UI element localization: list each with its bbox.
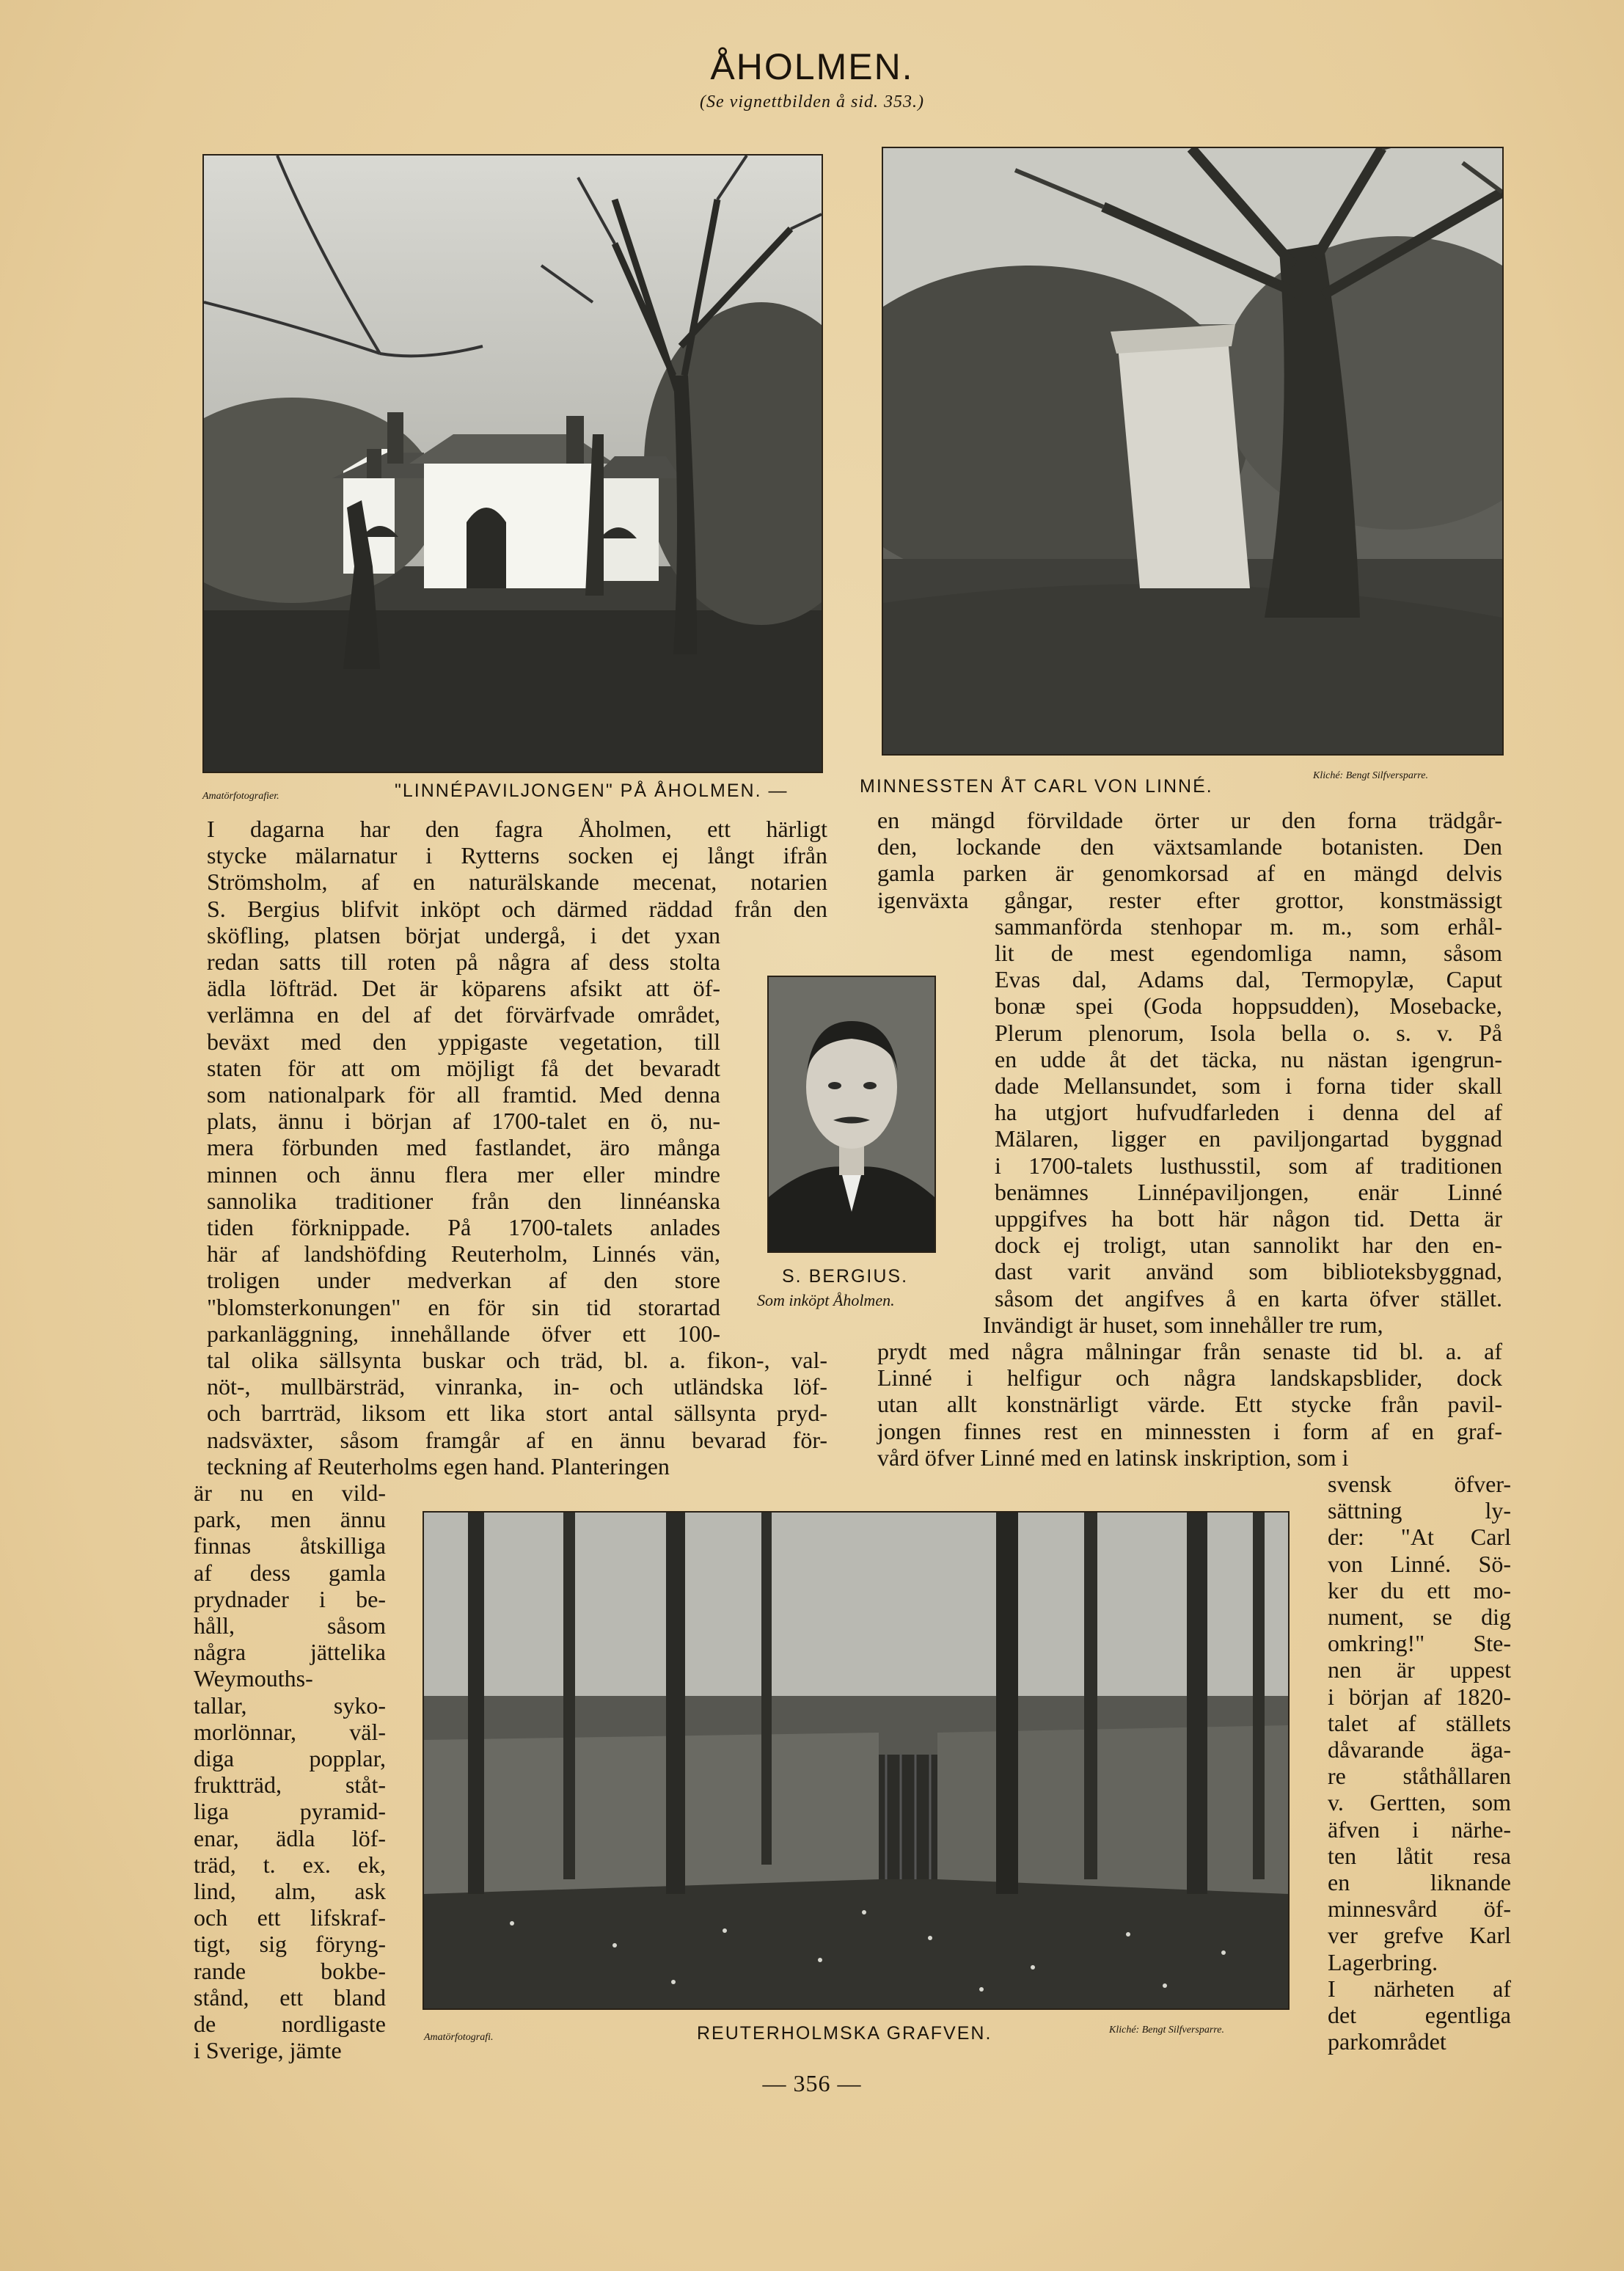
- text-line: minnesvård öf-: [1328, 1895, 1511, 1923]
- text-line: såsom det angifves å en karta öfver stället.: [995, 1284, 1502, 1312]
- text-line: en udde åt det täcka, nu nästan igengrun-: [995, 1045, 1502, 1072]
- text-line: som nationalpark för all framtid. Med denna: [207, 1081, 720, 1108]
- grave-credit-left: Amatörfotografi.: [424, 2032, 494, 2043]
- text-line: de nordligaste: [194, 2011, 386, 2037]
- text-line: parkanläggning, innehållande öfver ett 100-: [207, 1320, 720, 1347]
- pavilion-photo: [202, 154, 823, 773]
- text-line: omkring!" Ste-: [1328, 1630, 1511, 1657]
- text-line: Evas dal, Adams dal, Termopylæ, Caput: [995, 966, 1502, 993]
- text-line: sättning ly-: [1328, 1497, 1511, 1524]
- portrait-illustration: [769, 977, 934, 1251]
- text-line: af dess gamla: [194, 1559, 386, 1586]
- text-line: fruktträd, ståt-: [194, 1771, 386, 1799]
- text-line: sammanförda stenhopar m. m., som erhål-: [995, 913, 1502, 940]
- text-line: och barrträd, liksom ett lika stort antal sällsynta pryd-: [207, 1400, 827, 1427]
- portrait-subcaption: Som inköpt Åholmen.: [757, 1291, 895, 1309]
- text-line: S. Bergius blifvit inköpt och därmed räddad från den: [207, 895, 827, 922]
- page-subtitle: (Se vignettbilden å sid. 353.): [700, 92, 924, 111]
- text-line: ten låtit resa: [1328, 1842, 1511, 1869]
- text-line: jongen finnes rest en minnessten i form af en graf-: [877, 1417, 1502, 1444]
- text-line: ver grefve Karl: [1328, 1922, 1511, 1949]
- portrait-photo: [767, 976, 936, 1253]
- text-line: Strömsholm, af en naturälskande mecenat, notarien: [207, 868, 827, 896]
- text-line: håll, såsom: [194, 1612, 386, 1639]
- text-line: vård öfver Linné med en latinsk inskription, som i: [877, 1444, 1349, 1471]
- text-line: några jättelika: [194, 1639, 386, 1666]
- text-line: tigt, sig föryng-: [194, 1931, 386, 1958]
- text-line: ädla löfträd. Det är köparens afsikt att öf-: [207, 975, 720, 1002]
- text-line: I närheten af: [1328, 1975, 1511, 2002]
- text-line: dast varit använd som biblioteksbyggnad,: [995, 1258, 1502, 1285]
- text-line: nadsväxter, såsom framgår af en ännu bevarad för-: [207, 1426, 827, 1453]
- text-line: bonæ spei (Goda hoppsudden), Mosebacke,: [995, 992, 1502, 1020]
- pavilion-caption: "LINNÉPAVILJONGEN" PÅ ÅHOLMEN. —: [395, 780, 789, 801]
- text-line: nen är uppest: [1328, 1656, 1511, 1683]
- memorial-illustration: [883, 148, 1502, 754]
- text-line: svensk öfver-: [1328, 1471, 1511, 1497]
- text-line: och ett lifskraf-: [194, 1904, 386, 1931]
- text-line: en mängd förvildade örter ur den forna trädgår-: [877, 807, 1502, 833]
- text-line: här af landshöfding Reuterholm, Linnés vän,: [207, 1240, 720, 1268]
- portrait-caption: S. BERGIUS.: [782, 1266, 909, 1287]
- text-line: prydt med några målningar från senaste tid bl. a. af: [877, 1338, 1502, 1364]
- pavilion-credit: Amatörfotografier.: [202, 791, 279, 802]
- text-line: Weymouths-: [194, 1665, 313, 1692]
- grave-photo: [423, 1511, 1290, 2010]
- text-line: nument, se dig: [1328, 1603, 1511, 1630]
- text-line: igenväxta gångar, rester efter grottor, konstmässigt: [877, 886, 1502, 913]
- text-line: benämnes Linnépaviljongen, enär Linné: [995, 1178, 1502, 1205]
- text-line: lind, alm, ask: [194, 1878, 386, 1904]
- text-line: morlönnar, väl-: [194, 1718, 386, 1745]
- text-line: uppgifves ha bott här någon tid. Detta är: [995, 1205, 1502, 1232]
- text-line: en liknande: [1328, 1869, 1511, 1895]
- text-line: sköfling, platsen börjat undergå, i det yxan: [207, 921, 720, 948]
- text-line: prydnader i be-: [194, 1585, 386, 1612]
- text-line: tal olika sällsynta buskar och träd, bl. a. fikon-, val-: [207, 1347, 827, 1373]
- text-line: I dagarna har den fagra Åholmen, ett härligt: [207, 816, 827, 842]
- text-line: i början af 1820-: [1328, 1683, 1511, 1710]
- text-line: minnen och ännu flera mer eller mindre: [207, 1160, 720, 1188]
- memorial-credit: Kliché: Bengt Silfversparre.: [1313, 770, 1428, 781]
- text-line: Linné i helfigur och några landskapsblider, dock: [877, 1364, 1502, 1392]
- text-line: von Linné. Sö-: [1328, 1550, 1511, 1577]
- text-line: dåvarande äga-: [1328, 1736, 1511, 1763]
- text-line: tallar, syko-: [194, 1692, 386, 1719]
- text-line: sannolika traditioner från den linnéanska: [207, 1187, 720, 1214]
- text-line: tiden förknippade. På 1700-talets anlades: [207, 1214, 720, 1240]
- text-line: ker du ett mo-: [1328, 1576, 1511, 1603]
- text-line: parkområdet: [1328, 2028, 1446, 2055]
- pavilion-illustration: [204, 156, 822, 772]
- text-line: diga popplar,: [194, 1745, 386, 1771]
- text-line: gamla parken är genomkorsad af en mängd delvis: [877, 860, 1502, 887]
- memorial-photo: [882, 147, 1504, 756]
- text-line: "blomsterkonungen" en för sin tid storartad: [207, 1293, 720, 1320]
- text-line: utan allt konstnärligt värde. Ett stycke från pavil-: [877, 1391, 1502, 1418]
- text-line: talet af ställets: [1328, 1709, 1511, 1736]
- text-line: den, lockande den växtsamlande botanisten. Den: [877, 833, 1502, 860]
- memorial-caption: MINNESSTEN ÅT CARL VON LINNÉ.: [860, 776, 1213, 797]
- text-line: verlämna en del af det förvärfvade området,: [207, 1001, 720, 1028]
- text-line: mera förbunden med fastlandet, äro många: [207, 1134, 720, 1161]
- text-line: v. Gertten, som: [1328, 1789, 1511, 1816]
- text-line: ha utgjort hufvudfarleden i denna del af: [995, 1099, 1502, 1126]
- text-line: finnas åtskilliga: [194, 1532, 386, 1559]
- text-line: enar, ädla löf-: [194, 1824, 386, 1851]
- page-title: ÅHOLMEN.: [710, 46, 914, 87]
- text-line: nöt-, mullbärsträd, vinranka, in- och utländska löf-: [207, 1373, 827, 1400]
- text-line: är nu en vild-: [194, 1480, 386, 1506]
- grave-credit-right: Kliché: Bengt Silfversparre.: [1109, 2025, 1224, 2036]
- text-line: park, men ännu: [194, 1506, 386, 1533]
- text-line: stycke mälarnatur i Rytterns socken ej långt ifrån: [207, 842, 827, 869]
- text-line: re ståthållaren: [1328, 1763, 1511, 1790]
- text-line: der: "At Carl: [1328, 1524, 1511, 1551]
- text-line: rande bokbe-: [194, 1957, 386, 1984]
- text-line: i Sverige, jämte: [194, 2037, 342, 2064]
- text-line: troligen under medverkan af den store: [207, 1267, 720, 1294]
- text-line: redan satts till roten på några af dess stolta: [207, 948, 720, 975]
- text-line: Lagerbring.: [1328, 1948, 1438, 1975]
- text-line: staten för att om möjligt få det bevaradt: [207, 1054, 720, 1081]
- text-line: plats, ännu i början af 1700-talet en ö, nu-: [207, 1108, 720, 1135]
- text-line: i 1700-talets lusthusstil, som af traditionen: [995, 1152, 1502, 1179]
- text-line: dock ej troligt, utan sannolikt har den en-: [995, 1232, 1502, 1259]
- text-line: Invändigt är huset, som innehåller tre rum,: [983, 1311, 1383, 1338]
- text-line: stånd, ett bland: [194, 1983, 386, 2011]
- text-line: dade Mellansundet, som i forna tider skall: [995, 1072, 1502, 1099]
- page-number: — 356 —: [762, 2070, 862, 2096]
- text-line: teckning af Reuterholms egen hand. Planteringen: [207, 1452, 670, 1480]
- grave-illustration: [424, 1513, 1288, 2008]
- text-line: Mälaren, ligger en paviljongartad byggnad: [995, 1125, 1502, 1152]
- text-line: träd, t. ex. ek,: [194, 1851, 386, 1878]
- text-line: lit de mest egendomliga namn, såsom: [995, 940, 1502, 966]
- text-line: äfven i närhe-: [1328, 1815, 1511, 1843]
- text-line: det egentliga: [1328, 2002, 1511, 2028]
- text-line: liga pyramid-: [194, 1798, 386, 1825]
- text-line: beväxt med den yppigaste vegetation, till: [207, 1028, 720, 1055]
- grave-caption: REUTERHOLMSKA GRAFVEN.: [697, 2023, 992, 2044]
- text-line: Plerum plenorum, Isola bella o. s. v. På: [995, 1019, 1502, 1046]
